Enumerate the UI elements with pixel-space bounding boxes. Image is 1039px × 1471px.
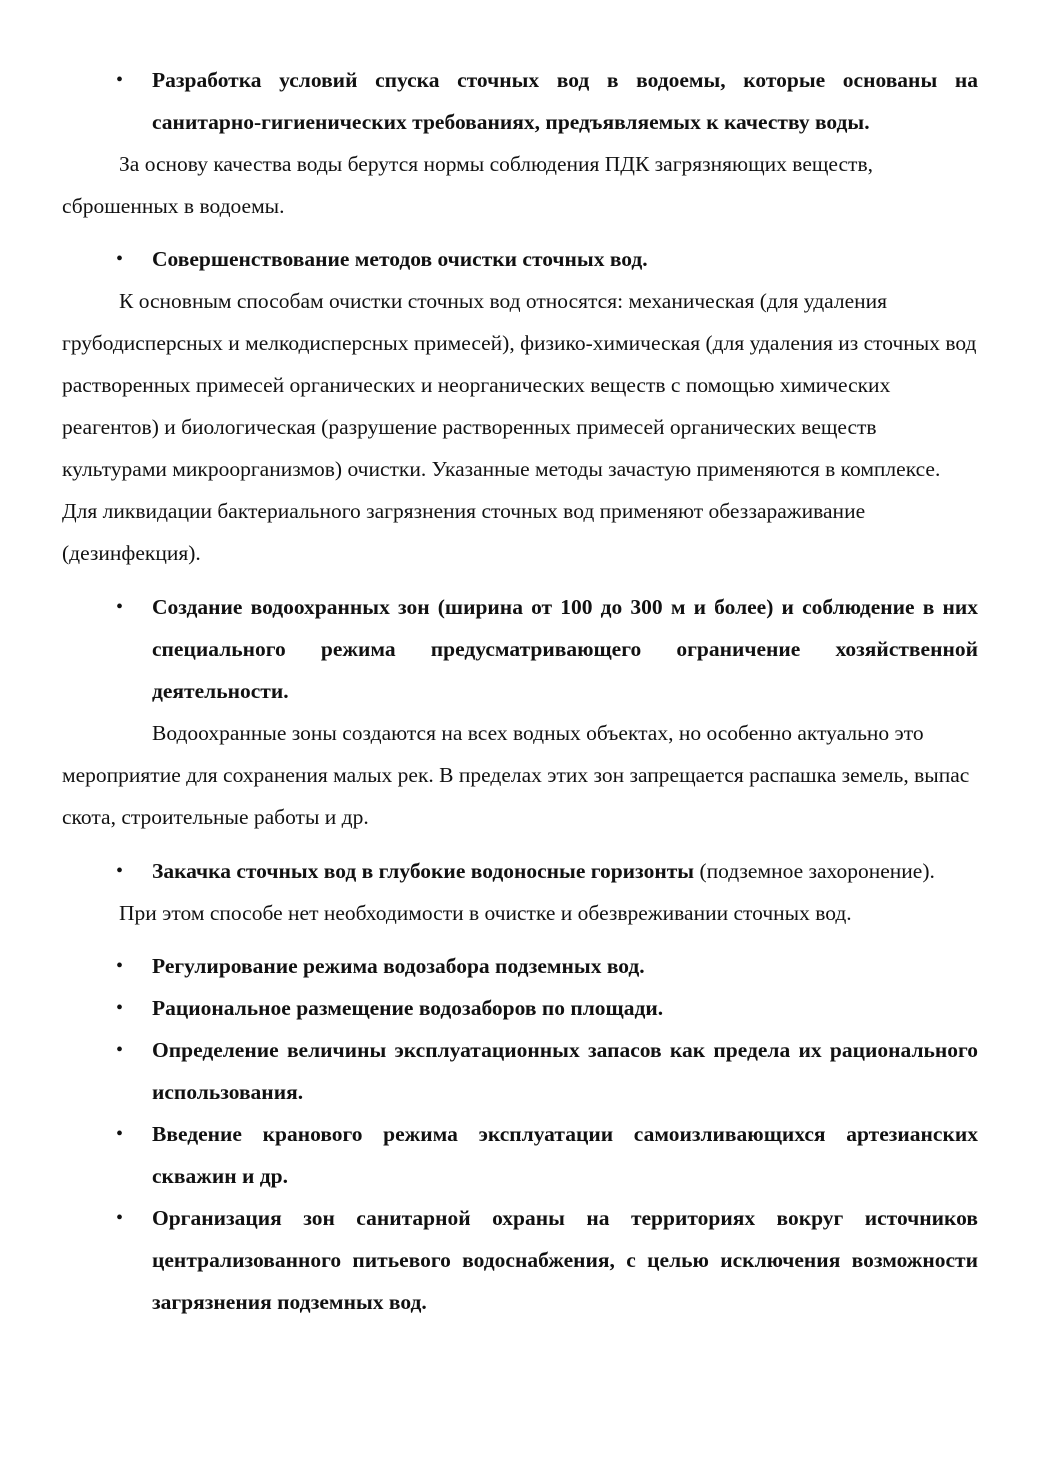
bullet-item: [62, 1197, 978, 1323]
bullet-marker: •: [116, 248, 124, 270]
bullet-marker: •: [116, 1123, 124, 1145]
paragraph: За основу качества воды берутся нормы соблюдения ПДК загрязняющих веществ, сброшенных в водоемы.: [62, 152, 873, 218]
bullet-text: Определение величины эксплуатационных запасов как предела их рационального использования.: [152, 1038, 978, 1104]
bullet-text: Создание водоохранных зон (ширина от 100 до 300 м и более) и соблюдение в них специального режима предусматривающего ограничение хозяйственной деятельности.: [152, 595, 978, 703]
bullet-marker: •: [116, 955, 124, 977]
bullet-item: [62, 987, 978, 1029]
bullet-marker: •: [116, 1039, 124, 1061]
bullet-text: Закачка сточных вод в глубокие водоносные горизонты: [152, 859, 695, 883]
bullet-marker: •: [116, 997, 124, 1019]
bullet-item: [62, 238, 978, 280]
bullet-marker: •: [116, 860, 124, 882]
bullet-text: Разработка условий спуска сточных вод в водоемы, которые основаны на санитарно-гигиенических требованиях, предъявляемых к качеству воды.: [152, 68, 978, 134]
bullet-text: Совершенствование методов очистки сточных вод.: [152, 247, 648, 271]
document-page: [62, 59, 978, 1323]
bullet-item: [62, 59, 978, 143]
bullet-text: Регулирование режима водозабора подземных вод.: [152, 954, 645, 978]
paragraph: При этом способе нет необходимости в очистке и обезвреживании сточных вод.: [119, 901, 852, 925]
bullet-marker: •: [116, 69, 124, 91]
bullet-item: [62, 1113, 978, 1197]
paragraph: Водоохранные зоны создаются на всех водных объектах, но особенно актуально это мероприятие для сохранения малых рек. В пределах этих зон запрещается распашка земель, выпас скота, строительные работы и др.: [62, 721, 970, 829]
bullet-text: Введение кранового режима эксплуатации самоизливающихся артезианских скважин и др.: [152, 1122, 978, 1188]
paragraph: К основным способам очистки сточных вод относятся: механическая (для удаления грубодисперсных и мелкодисперсных примесей), физико-химическая (для удаления из сточных вод растворенных примесей органических и неорганических веществ с помощью химических реагентов) и биологическая (разрушение растворенных примесей органических веществ культурами микроорганизмов) очистки. Указанные методы зачастую применяются в комплексе. Для ликвидации бактериального загрязнения сточных вод применяют обеззараживание (дезинфекция).: [62, 289, 977, 565]
bullet-item: [62, 586, 978, 712]
bullet-marker: •: [116, 1207, 124, 1229]
bullet-marker: •: [116, 596, 124, 618]
bullet-text-tail: (подземное захоронение).: [694, 859, 935, 883]
bullet-text: Организация зон санитарной охраны на территориях вокруг источников централизованного питьевого водоснабжения, с целью исключения возможности загрязнения подземных вод.: [152, 1206, 978, 1314]
bullet-item: [62, 945, 978, 987]
bullet-item: [62, 850, 978, 892]
bullet-item: [62, 1029, 978, 1113]
bullet-text: Рациональное размещение водозаборов по площади.: [152, 996, 664, 1020]
